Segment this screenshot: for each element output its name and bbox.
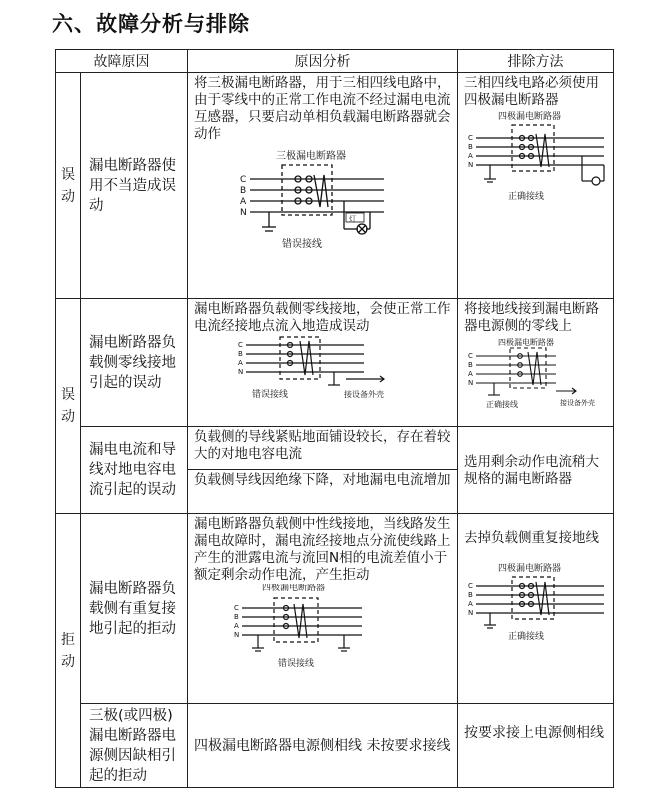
cause-cell: 漏电断路器负载侧零线接地引起的误动	[81, 299, 188, 427]
table-row	[56, 427, 614, 514]
line-label: A	[238, 359, 243, 367]
line-label: B	[468, 591, 473, 599]
wiring-diagram-correct	[464, 547, 614, 647]
cause-cell: 三极(或四极)漏电断路器电源侧因缺相引起的拒动	[81, 704, 188, 788]
diagram-title: 四极漏电断路器	[498, 564, 562, 574]
fix-text: 去掉负载侧重复接地线	[464, 530, 599, 546]
analysis-cell	[188, 427, 458, 514]
wiring-diagram-correct	[464, 109, 614, 219]
header-cause: 故障原因	[56, 50, 188, 73]
cause-cell: 漏电电流和导线对地电容电流引起的误动	[81, 427, 188, 514]
cause-cell: 漏电断路器使用不当造成误动	[81, 73, 188, 299]
fix-cell	[458, 514, 614, 704]
correct-label: 正确接线	[508, 632, 545, 642]
fix-cell: 按要求接上电源侧相线	[458, 704, 614, 788]
line-label: C	[468, 582, 473, 590]
group-label: 拒动	[56, 514, 81, 788]
correct-label: 正确接线	[508, 192, 545, 202]
line-label: A	[234, 622, 239, 630]
analysis-text: 负载侧导线因绝缘下降，对地漏电电流增加	[194, 472, 451, 488]
analysis-cell	[188, 514, 458, 704]
wiring-diagram-wrong	[194, 335, 452, 407]
line-label: B	[240, 186, 247, 196]
fix-cell: 选用剩余动作电流稍大规格的漏电断路器	[458, 427, 614, 514]
line-label: N	[468, 379, 474, 387]
line-label: N	[238, 368, 244, 376]
line-label: N	[468, 161, 474, 169]
line-label: B	[468, 361, 473, 369]
line-label: A	[468, 600, 473, 608]
correct-label: 正确接线	[486, 400, 518, 409]
group-label: 误动	[56, 299, 81, 514]
wrong-label: 错误接线	[282, 239, 322, 250]
page-title: 六、故障分析与排除	[52, 12, 250, 36]
wiring-diagram-wrong	[194, 584, 452, 672]
line-label: B	[238, 350, 243, 358]
line-label: A	[240, 197, 247, 207]
diagram-title: 四极漏电断路器	[498, 338, 554, 347]
header-row	[56, 50, 614, 73]
analysis-text: 漏电断路器负载侧零线接地，会使正常工作电流经接地点流入地造成误动	[194, 301, 451, 334]
header-analysis: 原因分析	[188, 50, 458, 73]
analysis-text: 将三极漏电断路器，用于三相四线电路中，由于零线中的正常工作电流不经过漏电电流互感器，只要启动单相负载漏电断路器就会动作	[194, 75, 451, 142]
wiring-diagram-wrong	[194, 143, 452, 263]
line-label: A	[468, 152, 473, 160]
cause-cell: 漏电断路器负载侧有重复接地引起的拒动	[81, 514, 188, 704]
fault-table	[55, 49, 614, 788]
wrong-label: 错误接线	[278, 659, 315, 669]
line-label: C	[234, 604, 239, 612]
table-row	[56, 73, 614, 299]
fix-text: 三相四线电路必须使用四极漏电断路器	[464, 75, 599, 108]
analysis-cell	[188, 299, 458, 427]
table-row	[56, 704, 614, 788]
line-label: C	[240, 175, 247, 185]
line-label: N	[234, 631, 240, 639]
analysis-cell	[188, 73, 458, 299]
to-case-label: 接设备外壳	[344, 390, 384, 399]
analysis-text: 漏电断路器负载侧中性线接地，当线路发生漏电故障时，漏电流经接地点分流使线路上产生的泄露电流与流回N相的电流差值小于额定剩余动作电流，产生拒动	[194, 516, 451, 583]
diagram-title: 四极漏电断路器	[498, 112, 562, 122]
analysis-text: 负载侧的导线紧贴地面铺设较长，存在着较大的对地电容电流	[188, 427, 457, 470]
fix-text: 将接地线接到漏电断路器电源侧的零线上	[464, 301, 599, 334]
lamp-label: 灯	[349, 215, 356, 223]
line-label: B	[234, 613, 239, 621]
table-row	[56, 514, 614, 704]
group-label: 误动	[56, 73, 81, 299]
fix-cell	[458, 73, 614, 299]
analysis-cell: 四极漏电断路器电源侧相线 未按要求接线	[188, 704, 458, 788]
line-label: C	[468, 352, 473, 360]
diagram-title: 四极漏电断路器	[262, 584, 326, 593]
to-case-label: 接设备外壳	[560, 399, 595, 407]
line-label: A	[468, 370, 473, 378]
line-label: N	[240, 208, 247, 218]
line-label: N	[468, 609, 474, 617]
line-label: B	[468, 143, 473, 151]
wrong-label: 错误接线	[252, 390, 289, 400]
line-label: C	[238, 341, 243, 349]
diagram-title: 三极漏电断路器	[276, 151, 346, 162]
line-label: C	[468, 134, 473, 142]
header-fix: 排除方法	[458, 50, 614, 73]
fix-cell	[458, 299, 614, 427]
wiring-diagram-correct	[464, 335, 614, 415]
table-row	[56, 299, 614, 427]
